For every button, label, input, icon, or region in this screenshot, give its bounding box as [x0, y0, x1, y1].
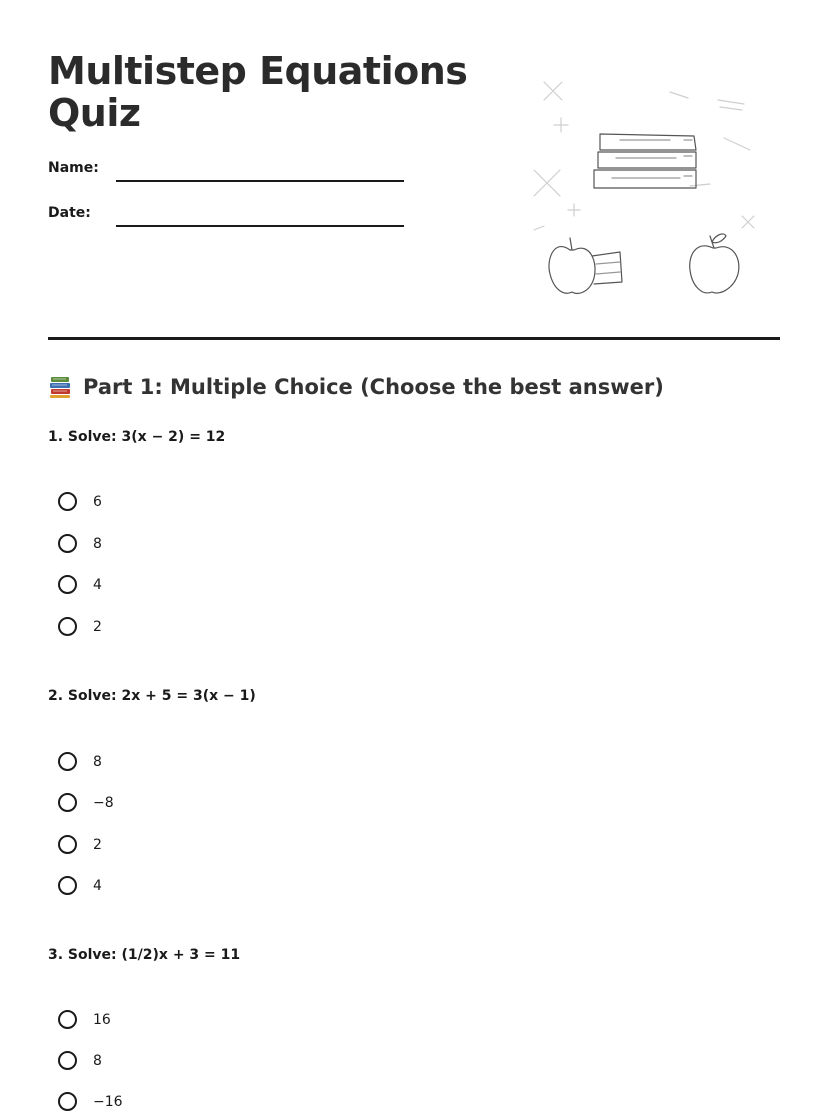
- radio-button[interactable]: [58, 492, 77, 511]
- date-field[interactable]: [116, 225, 404, 227]
- radio-button[interactable]: [58, 752, 77, 771]
- title-line-1: Multistep Equations: [48, 49, 468, 93]
- radio-button[interactable]: [58, 835, 77, 854]
- question-2-option-2[interactable]: [58, 793, 114, 812]
- question-2-prompt: 2. Solve: 2x + 5 = 3(x − 1): [48, 688, 256, 704]
- question-2-option-3[interactable]: [58, 835, 102, 854]
- radio-button[interactable]: [58, 534, 77, 553]
- name-label: Name:: [48, 160, 99, 176]
- question-3-option-2[interactable]: [58, 1051, 102, 1070]
- question-1-option-3[interactable]: [58, 575, 102, 594]
- option-label: 4: [93, 576, 102, 593]
- quiz-title: [48, 50, 467, 134]
- question-1-option-4[interactable]: [58, 617, 102, 636]
- question-3-option-3[interactable]: [58, 1092, 123, 1111]
- radio-button[interactable]: [58, 575, 77, 594]
- option-label: 8: [93, 535, 102, 552]
- question-1-option-1[interactable]: [58, 492, 102, 511]
- option-label: 2: [93, 618, 102, 635]
- apple-with-books-icon: [549, 238, 622, 293]
- question-2-option-1[interactable]: [58, 752, 102, 771]
- radio-button[interactable]: [58, 876, 77, 895]
- option-label: 6: [93, 493, 102, 510]
- option-label: 8: [93, 753, 102, 770]
- part-1-heading-text: Part 1: Multiple Choice (Choose the best answer): [83, 375, 664, 399]
- books-stack-icon: [594, 134, 696, 188]
- question-1-prompt: 1. Solve: 3(x − 2) = 12: [48, 429, 226, 445]
- date-label: Date:: [48, 205, 91, 221]
- radio-button[interactable]: [58, 617, 77, 636]
- radio-button[interactable]: [58, 1051, 77, 1070]
- radio-button[interactable]: [58, 1092, 77, 1111]
- apple-icon: [690, 234, 739, 293]
- option-label: 8: [93, 1052, 102, 1069]
- option-label: −8: [93, 794, 114, 811]
- question-1-option-2[interactable]: [58, 534, 102, 553]
- radio-button[interactable]: [58, 1010, 77, 1029]
- section-divider: [48, 337, 780, 340]
- part-1-heading: [48, 374, 664, 400]
- name-field[interactable]: [116, 180, 404, 182]
- option-label: −16: [93, 1093, 123, 1110]
- option-label: 16: [93, 1011, 111, 1028]
- option-label: 2: [93, 836, 102, 853]
- school-illustration-icon: [520, 70, 800, 310]
- question-3-prompt: 3. Solve: (1/2)x + 3 = 11: [48, 947, 241, 963]
- radio-button[interactable]: [58, 793, 77, 812]
- title-line-2: Quiz: [48, 91, 141, 135]
- question-2-option-4[interactable]: [58, 876, 102, 895]
- question-3-option-1[interactable]: [58, 1010, 111, 1029]
- option-label: 4: [93, 877, 102, 894]
- books-icon: [48, 374, 74, 400]
